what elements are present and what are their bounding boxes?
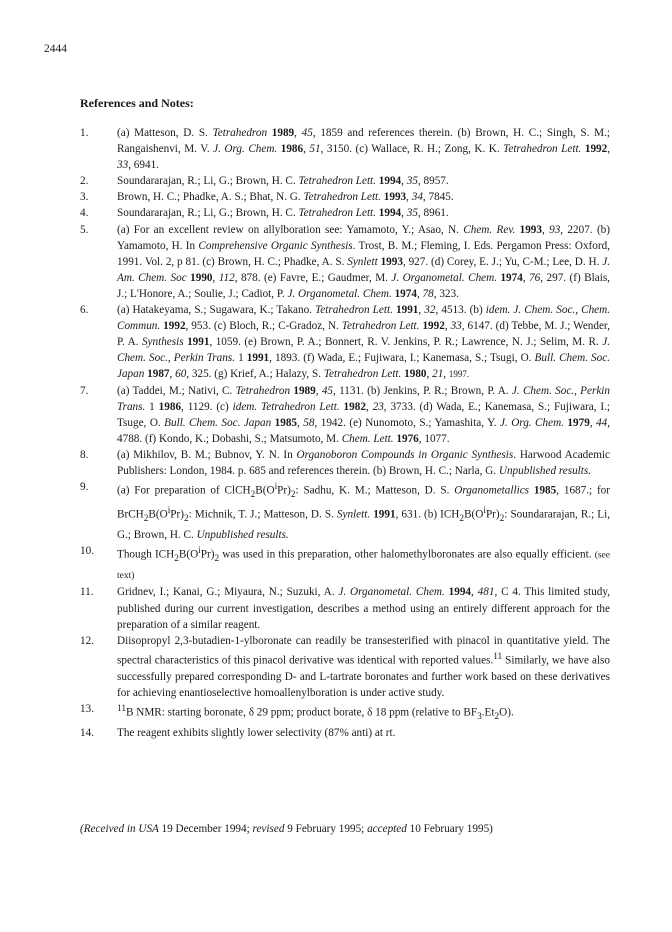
- reference-text: Brown, H. C.; Phadke, A. S.; Bhat, N. G. Tetrahedron Lett. 1993, 34, 7845.: [117, 191, 454, 204]
- reference-number: 6.: [80, 304, 89, 317]
- reference-item: [80, 633, 610, 701]
- received-note: [80, 823, 493, 835]
- reference-item: [80, 584, 610, 632]
- reference-number: 3.: [80, 191, 89, 204]
- reference-item: [80, 383, 610, 447]
- revised-label: revised: [252, 823, 285, 835]
- section-heading: References and Notes:: [80, 96, 194, 110]
- received-label: (Received in USA: [80, 823, 159, 835]
- reference-item: [80, 447, 610, 479]
- reference-text: Soundararajan, R.; Li, G.; Brown, H. C. Tetrahedron Lett. 1994, 35, 8961.: [117, 207, 449, 220]
- reference-text: Diisopropyl 2,3-butadien-1-ylboronate can readily be transesterified with pinacol in quantitative yield. The spectral characteristics of this pinacol derivative was identical with reported values.$^{11}$ Similarly, we have also successfully prepared corresponding D- and L-tartrate boronates and further work based on these derivatives for achieving enantioselective homoallenylboration is under active study.: [117, 634, 610, 699]
- reference-text: Soundararajan, R.; Li, G.; Brown, H. C. Tetrahedron Lett. 1994, 35, 8957.: [117, 175, 449, 188]
- reference-text: (a) Hatakeyama, S.; Sugawara, K.; Takano. Tetrahedron Lett. 1991, 32, 4513. (b) idem. J. Chem. Soc., Chem. Commun. 1992, 953. (c) Bloch, R.; C-Gradoz, N. Tetrahedron Lett. 1992, 33, 6147. (d) Tebbe, M. J.; Wender, P. A. Synthesis 1991, 1059. (e) Brown, P. A.; Bonnert, R. V. Jenkins, P. R.; Lawrence, N. J.; Selim, M. R. J. Chem. Soc., Perkin Trans. 1 1991, 1893. (f) Wada, E.; Fujiwara, I.; Kanemasa, S.; Tsugi, O. Bull. Chem. Soc. Japan 1987, 60, 325. (g) Krief, A.; Halazy, S. Tetrahedron Lett. 1980, 21, 1997.: [117, 304, 611, 381]
- received-date: 19 December 1994;: [161, 823, 250, 835]
- reference-number: 12.: [80, 634, 94, 647]
- revised-date: 9 February 1995;: [287, 823, 365, 835]
- reference-item: [80, 302, 610, 382]
- reference-text: (a) For an excellent review on allylboration see: Yamamoto, Y.; Asao, N. Chem. Rev. 1993, 93, 2207. (b) Yamamoto, H. In Comprehensive Organic Synthesis. Trost, B. M.; Fleming, I. Eds. Pergamon Press: Oxford, 1991. Vol. 2, p 81. (c) Brown, H. C.; Phadke, A. S. Synlett 1993, 927. (d) Corey, E. J.; Yu, C-M.; Lee, D. H. J. Am. Chem. Soc 1990, 112, 878. (e) Favre, E.; Gaudmer, M. J. Organometal. Chem. 1974, 76, 297. (f) Blais, J.; L'Honore, A.; Soulie, J.; Cadiot, P. J. Organometal. Chem. 1974, 78, 323.: [117, 223, 610, 300]
- reference-number: 7.: [80, 384, 89, 397]
- reference-number: 11.: [80, 586, 94, 599]
- reference-item: [80, 125, 610, 173]
- accepted-date: 10 February 1995): [409, 823, 493, 835]
- reference-number: 10.: [80, 545, 94, 558]
- reference-text: (a) Taddei, M.; Nativi, C. Tetrahedron 1989, 45, 1131. (b) Jenkins, P. R.; Brown, P. A. J. Chem. Soc., Perkin Trans. 1 1986, 1129. (c) idem. Tetrahedron Lett. 1982, 23, 3733. (d) Wada, E.; Kanemasa, S.; Fujiwara, I.; Tsuge, O. Bull. Chem. Soc. Japan 1985, 58, 1942. (e) Nunomoto, S.; Yamashita, Y. J. Org. Chem. 1979, 44, 4788. (f) Kondo, K.; Dobashi, S.; Matsumoto, M. Chem. Lett. 1976, 1077.: [117, 384, 611, 445]
- accepted-label: accepted: [367, 823, 407, 835]
- reference-number: 4.: [80, 207, 89, 220]
- reference-text: The reagent exhibits slightly lower selectivity (87% anti) at rt.: [117, 726, 396, 739]
- reference-number: 14.: [80, 726, 94, 739]
- page-number: 2444: [44, 43, 67, 55]
- reference-text: (a) Matteson, D. S. Tetrahedron 1989, 45, 1859 and references therein. (b) Brown, H. C.; Singh, S. M.; Rangaishenvi, M. V. J. Org. Chem. 1986, 51, 3150. (c) Wallace, R. H.; Zong, K. K. Tetrahedron Lett. 1992, 33, 6941.: [117, 127, 611, 172]
- reference-item: [80, 543, 610, 584]
- reference-number: 1.: [80, 127, 89, 139]
- reference-text: (a) For preparation of $ClCH_2B(O^iPr)_2$: Sadhu, K. M.; Matteson, D. S. Organometallics 1985, 1687.; for $BrCH_2B(O^iPr)_2$: Michnik, T. J.; Matteson, D. S. Synlett. 1991, 631. (b) $ICH_2B(O^iPr)_2$: Soundararajan, R.; Li, G.; Brown, H. C. Unpublished results.: [117, 482, 611, 542]
- reference-text: (a) Mikhilov, B. M.; Bubnov, Y. N. In Organoboron Compounds in Organic Synthesis. Harwood Academic Publishers: London, 1984. p. 685 and references therein. (b) Brown, H. C.; Narla, G. Unpublished results.: [117, 448, 611, 477]
- reference-list: [80, 125, 610, 741]
- reference-item: [80, 205, 610, 221]
- reference-number: 8.: [80, 448, 89, 461]
- reference-text: Though $ICH_2B(O^iPr)_2$ was used in this preparation, other halomethylboronates are also equally efficient. (see text): [117, 546, 610, 582]
- reference-item: [80, 725, 610, 741]
- reference-number: 9.: [80, 481, 89, 494]
- reference-item: [80, 222, 610, 302]
- reference-number: 2.: [80, 175, 89, 188]
- reference-item: [80, 173, 610, 189]
- reference-text: Gridnev, I.; Kanai, G.; Miyaura, N.; Suzuki, A. J. Organometal. Chem. 1994, 481, C 4. This limited study, published during our current investigation, describes a method using an entirely different approach for the preparation of a similar reagent.: [117, 586, 610, 631]
- reference-number: 13.: [80, 702, 94, 715]
- reference-item: [80, 189, 610, 205]
- reference-item: [80, 701, 610, 725]
- reference-text: $^{11}$B NMR: starting boronate, δ 29 ppm; product borate, δ 18 ppm (relative to $BF_3.Et_2O$).: [117, 703, 514, 722]
- reference-item: [80, 479, 610, 543]
- reference-number: 5.: [80, 223, 89, 236]
